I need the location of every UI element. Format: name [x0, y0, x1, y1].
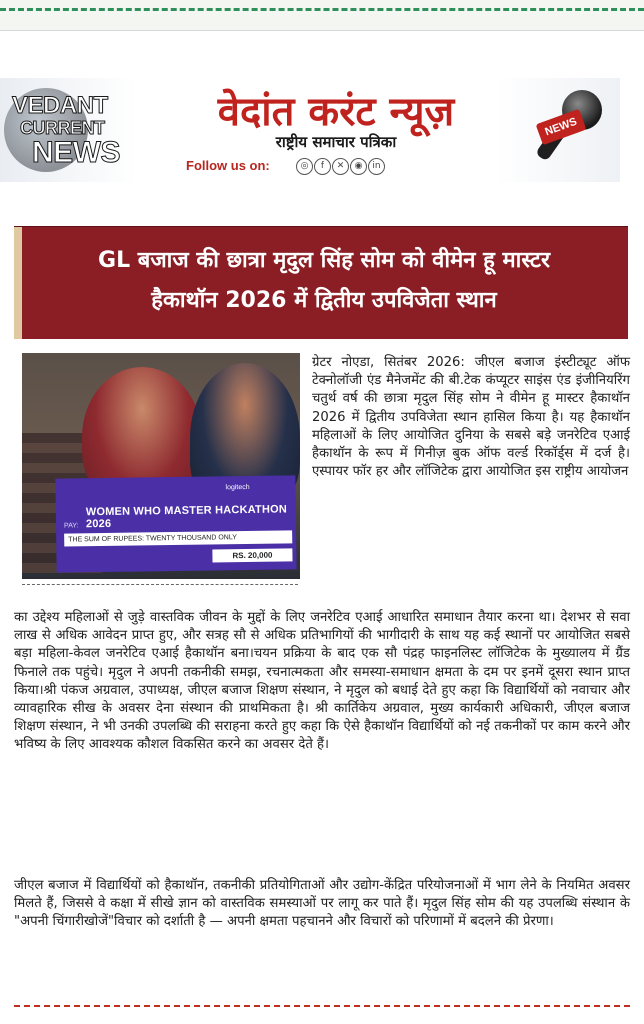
- top-band: [0, 0, 644, 30]
- brand-title: वेदांत करंट न्यूज़: [217, 89, 455, 135]
- cheque-title: WOMEN WHO MASTER HACKATHON 2026: [85, 503, 288, 531]
- headline-line-2: हैकाथॉन 2026 में द्वितीय उपविजेता स्थान: [151, 288, 497, 313]
- cheque-pay-label: PAY:: [63, 522, 79, 530]
- masthead-banner: [0, 78, 620, 182]
- headline-line-1: GL बजाज की छात्रा मृदुल सिंह सोम को वीमेन हू मास्टर: [98, 248, 550, 273]
- cheque-amount-words: THE SUM OF RUPEES: TWENTY THOUSAND ONLY: [64, 530, 292, 546]
- top-dashed-border: [0, 8, 644, 11]
- news-badge: NEWS: [536, 109, 587, 145]
- headline-box: [14, 226, 628, 339]
- facebook-icon[interactable]: f: [314, 158, 331, 175]
- vedant-logo: [4, 84, 154, 176]
- headline: [34, 241, 614, 321]
- instagram-icon[interactable]: ◎: [296, 158, 313, 175]
- prize-cheque: [55, 475, 296, 572]
- linkedin-icon[interactable]: in: [368, 158, 385, 175]
- globe-icon[interactable]: ◉: [350, 158, 367, 175]
- logo-line-current: CURRENT: [20, 118, 105, 138]
- article-paragraph-1-wrapped: ग्रेटर नोएडा, सितंबर 2026: जीएल बजाज इंस्टीट्यूट ऑफ टेक्नोलॉजी एंड मैनेजमेंट की बी.टेक कंप्यूटर साइंस एंड इंजीनियरिंग चतुर्थ वर्ष की छात्रा मृदुल सिंह सोम ने वीमेन हू मास्टर हैकाथॉन 2026 में द्वितीय उपविजेता स्थान हासिल किया है। यह हैकाथॉन महिलाओं के लिए आयोजित दुनिया के सबसे बड़े जनरेटिव एआई हैकाथॉन के रूप में गिनीज़ बुक ऑफ वर्ल्ड रिकॉर्ड्स में दर्ज है।एस्पायर फॉर हर और लॉजिटेक द्वारा आयोजित इस राष्ट्रीय आयोजन: [312, 355, 630, 480]
- microphone-icon: [520, 86, 616, 178]
- article-paragraph-2: जीएल बजाज में विद्यार्थियों को हैकाथॉन, तकनीकी प्रतियोगिताओं और उद्योग-केंद्रित परियोजनाओं में भाग लेने के नियमित अवसर मिलते हैं, जिससे वे कक्षा में सीखे ज्ञान को वास्तविक समस्याओं पर लागू कर पाते हैं। मृदुल सिंह सोम की यह उपलब्धि संस्थान के "अपनी चिंगारीखोजें"विचार को दर्शाती है — अपनी क्षमता पहचानने और विचारों को परिणामों में बदलने की प्रेरणा।: [14, 878, 630, 930]
- bottom-dashed-border: [14, 1005, 630, 1007]
- article-paragraph-1-continued: का उद्देश्य महिलाओं से जुड़े वास्तविक जीवन के मुद्दों के लिए जनरेटिव एआई आधारित समाधान तैयार करना था। देशभर से सवा लाख से अधिक आवेदन प्राप्त हुए, और सत्रह सौ से अधिक प्रतिभागियों की भागीदारी के साथ यह कई स्थानों पर आयोजित सबसे बड़ा महिला-केवल जनरेटिव एआई हैकाथॉन बना।चयन प्रक्रिया के बाद एक सौ पंद्रह फाइनलिस्ट लॉजिटेक के मुख्यालय में ग्रैंड फिनाले तक पहुंचे। मृदुल ने अपनी तकनीकी समझ, रचनात्मकता और समस्या-समाधान क्षमता के दम पर इनमें दूसरा स्थान प्राप्त किया।श्री पंकज अग्रवाल, उपाध्यक्ष, जीएल बजाज शिक्षण संस्थान, ने मृदुल को बधाई देते हुए कहा कि विद्यार्थियों को नवाचार और व्यावहारिक सीख के अवसर देना संस्थान की प्राथमिकता है। श्री कार्तिकेय अग्रवाल, मुख्य कार्यकारी अधिकारी, जीएल बजाज शिक्षण संस्थान, ने भी उनकी उपलब्धि की सराहना करते हुए कहा कि ऐसे हैकाथॉन विद्यार्थियों को नई तकनीकों पर काम करने और भविष्य के लिए आवश्यक कौशल विकसित करने का अवसर देते हैं।: [14, 610, 630, 753]
- follow-label: Follow us on:: [186, 158, 270, 173]
- logo-line-vedant: VEDANT: [12, 92, 108, 119]
- logo-line-news: NEWS: [32, 136, 120, 169]
- top-divider: [0, 30, 644, 31]
- x-icon[interactable]: ✕: [332, 158, 349, 175]
- brand-subtitle: राष्ट्रीय समाचार पत्रिका: [275, 133, 397, 151]
- cheque-amount: RS. 20,000: [212, 548, 292, 562]
- cheque-sponsor: logitech: [225, 483, 250, 492]
- photo-divider: [22, 584, 298, 585]
- article-photo: [22, 353, 300, 579]
